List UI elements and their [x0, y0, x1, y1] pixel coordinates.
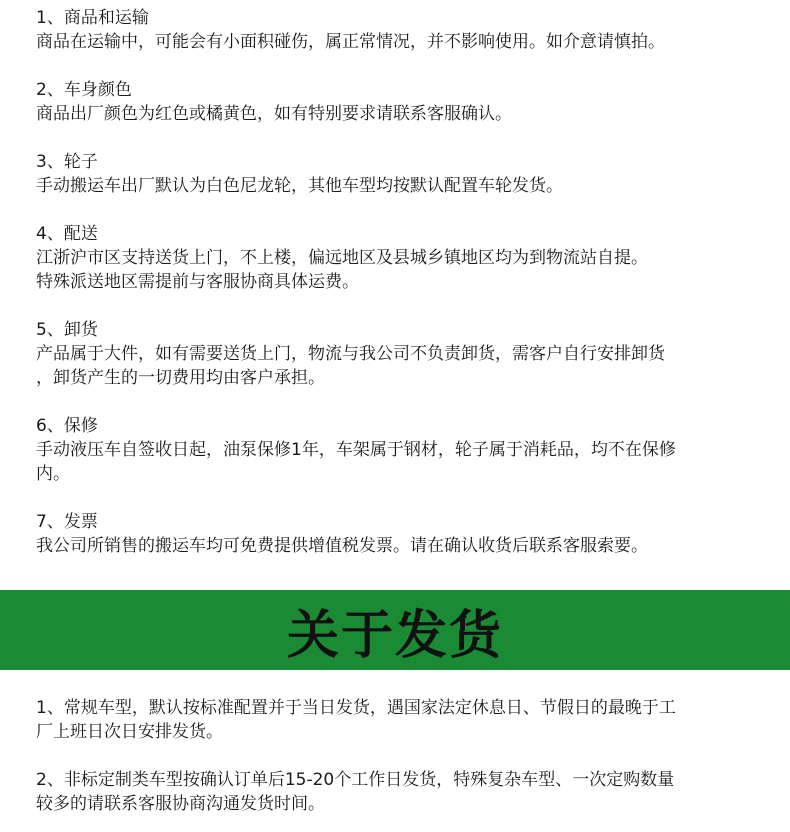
note-title: 4、配送 [36, 224, 98, 244]
note-title: 3、轮子 [36, 152, 98, 172]
note-item [36, 510, 760, 558]
shipping-text: 较多的请联系客服协商沟通发货时间。 [36, 794, 325, 814]
note-item [36, 222, 760, 294]
note-text: 商品在运输中，可能会有小面积碰伤，属正常情况，并不影响使用。如介意请慎拍。 [36, 32, 665, 52]
banner-title: 关于发货 [286, 605, 503, 666]
note-item [36, 150, 760, 198]
note-title: 1、商品和运输 [36, 8, 149, 28]
note-text: 内。 [36, 464, 70, 484]
note-title: 6、保修 [36, 416, 98, 436]
note-text: 手动搬运车出厂默认为白色尼龙轮，其他车型均按默认配置车轮发货。 [36, 176, 563, 196]
note-title: 2、车身颜色 [36, 80, 132, 100]
note-item [36, 6, 760, 54]
note-item [36, 78, 760, 126]
shipping-item [36, 696, 776, 744]
shipping-text: 厂上班日次日安排发货。 [36, 722, 223, 742]
note-text: 我公司所销售的搬运车均可免费提供增值税发票。请在确认收货后联系客服索要。 [36, 536, 648, 556]
note-title: 5、卸货 [36, 320, 98, 340]
note-text: 特殊派送地区需提前与客服协商具体运费。 [36, 272, 359, 292]
note-text: ，卸货产生的一切费用均由客户承担。 [36, 368, 325, 388]
shipping-text: 1、常规车型，默认按标准配置并于当日发货，遇国家法定休息日、节假日的最晚于工 [36, 698, 676, 718]
section-banner [0, 590, 790, 670]
note-text: 商品出厂颜色为红色或橘黄色，如有特别要求请联系客服确认。 [36, 104, 512, 124]
note-item [36, 414, 760, 486]
note-title: 7、发票 [36, 512, 98, 532]
shipping-text: 2、非标定制类车型按确认订单后15-20个工作日发货，特殊复杂车型、一次定购数量 [36, 770, 675, 790]
shipping-section [36, 696, 776, 816]
note-text: 产品属于大件，如有需要送货上门，物流与我公司不负责卸货，需客户自行安排卸货 [36, 344, 665, 364]
note-text: 手动液压车自签收日起，油泵保修1年，车架属于钢材，轮子属于消耗品，均不在保修 [36, 440, 676, 460]
note-text: 江浙沪市区支持送货上门，不上楼，偏远地区及县城乡镇地区均为到物流站自提。 [36, 248, 648, 268]
note-item [36, 318, 760, 390]
shipping-item [36, 768, 776, 816]
